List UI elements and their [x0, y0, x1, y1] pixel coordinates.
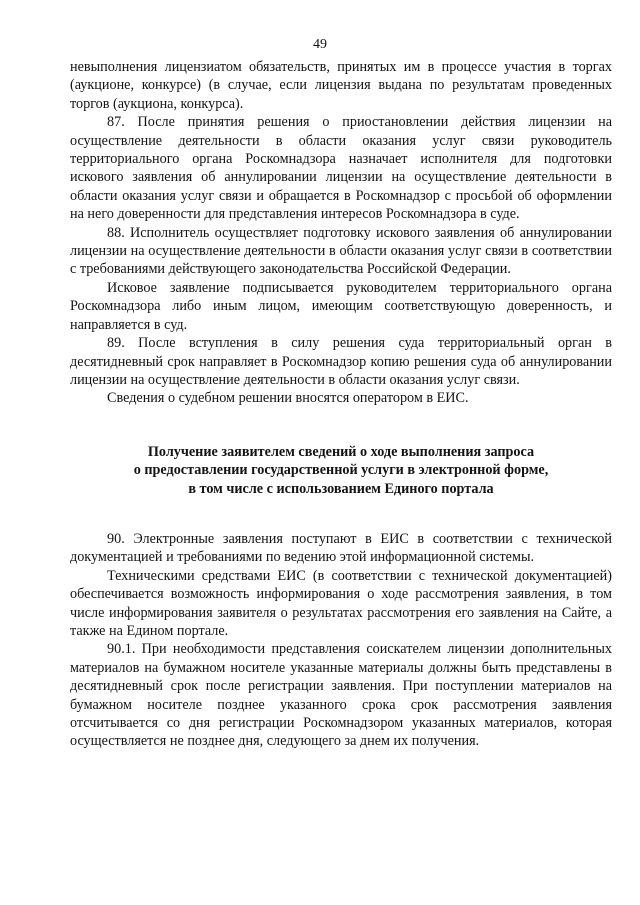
page-number: 49	[313, 37, 327, 52]
paragraph-court-decision-info: Сведения о судебном решении вносятся оператором в ЕИС.	[107, 390, 469, 407]
section-heading-line-2: о предоставлении государственной услуги в электронной форме,	[133, 462, 549, 479]
section-heading-line-1: Получение заявителем сведений о ходе выполнения запроса	[147, 443, 535, 460]
paragraph-continuation: невыполнения лицензиатом обязательств, принятых им в процессе участия в торгах (аукционе, конкурсе) (в случае, если лицензия выдана по результатам проведенных торгов (аукциона, конкурса).	[70, 59, 612, 112]
section-heading	[70, 443, 612, 498]
paragraph-89: 89. После вступления в силу решения суда территориальный орган в десятидневный срок направляет в Роскомнадзор копию решения суда об аннулировании лицензии на осуществление деятельности в области оказания услуг связи.	[70, 335, 612, 388]
paragraph-technical-means: Техническими средствами ЕИС (в соответствии с технической документацией) обеспечивается возможность информирования о ходе рассмотрения заявления, в том числе информирования заявителя о результатах рассмотрения его заявления на Сайте, а также на Едином портале.	[70, 567, 612, 639]
paragraph-88: 88. Исполнитель осуществляет подготовку искового заявления об аннулировании лицензии на осуществление деятельности в области оказания услуг связи в соответствии с требованиями действующего законодательства Российской Федерации.	[70, 224, 612, 278]
paragraph-90-1: 90.1. При необходимости представления соискателем лицензии дополнительных материалов на бумажном носителе указанные материалы должны быть представлены в десятидневный срок после регистрации заявления. При поступлении материалов на бумажном носителе позднее указанного срока срок рассмотрения заявления отсчитывается со дня регистрации Роскомнадзором указанных материалов, которая осуществляется не позднее дня, следующего за днем их получения.	[70, 641, 612, 750]
document-body	[70, 58, 612, 751]
paragraph-90: 90. Электронные заявления поступают в ЕИС в соответствии с технической документацией и требованиями по ведению этой информационной системы.	[70, 530, 612, 566]
paragraph-lawsuit-signing: Исковое заявление подписывается руководителем территориального органа Роскомнадзора либо иным лицом, имеющим соответствующую доверенность, и направляется в суд.	[70, 279, 612, 333]
paragraph-87: 87. После принятия решения о приостановлении действия лицензии на осуществление деятельности в области оказания услуг связи руководитель территориального органа Роскомнадзора назначает исполнителя для подготовки искового заявления об аннулировании лицензии на осуществление деятельности в области оказания услуг связи и обращается в Роскомнадзор с просьбой об оформлении на него доверенности для представления интересов Роскомнадзора в суде.	[70, 114, 612, 223]
section-heading-line-3: в том числе с использованием Единого портала	[188, 480, 494, 497]
